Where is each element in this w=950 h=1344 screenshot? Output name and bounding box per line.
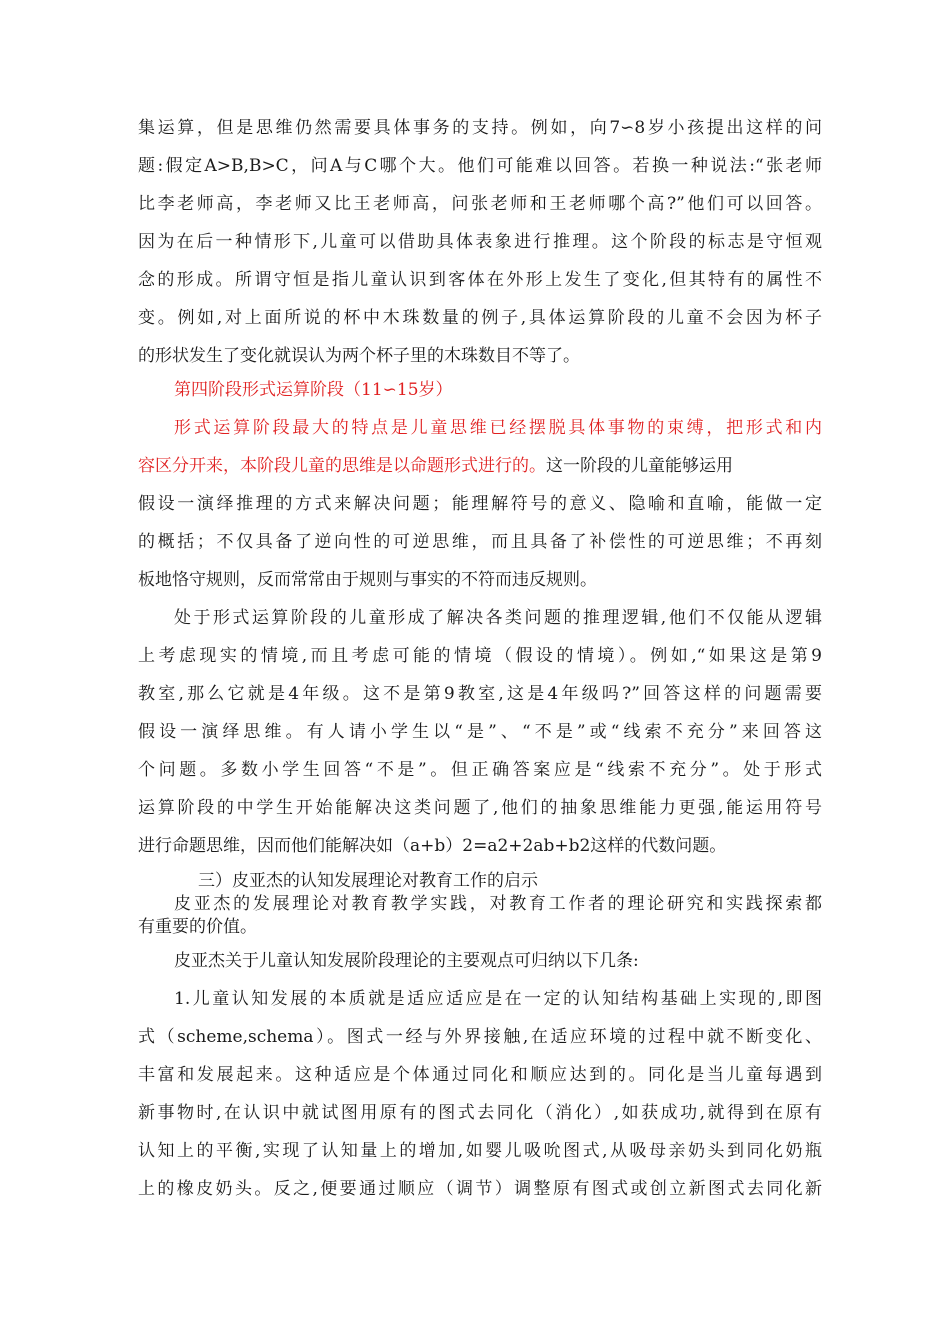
para2-line-2 bbox=[138, 455, 822, 477]
para1-line-6: 变。例如,对上面所说的杯中木珠数量的例子,具体运算阶段的儿童不会因为杯子 bbox=[138, 308, 822, 328]
document-page bbox=[138, 0, 822, 1344]
para6-line-2: 式（scheme,schema）。图式一经与外界接触,在适应环境的过程中就不断变化、 bbox=[138, 1027, 822, 1047]
para1-line-4: 因为在后一种情形下,儿童可以借助具体表象进行推理。这个阶段的标志是守恒观 bbox=[138, 232, 822, 252]
para3-line-4: 假设一演绎思维。有人请小学生以“是”、“不是”或“线索不充分”来回答这 bbox=[138, 722, 822, 742]
para4-line-2: 有重要的价值。 bbox=[138, 917, 257, 937]
para4-line-1: 皮亚杰的发展理论对教育教学实践，对教育工作者的理论研究和实践探索都 bbox=[174, 894, 822, 914]
para3-line-3: 教室,那么它就是4年级。这不是第9教室,这是4年级吗?”回答这样的问题需要 bbox=[138, 684, 822, 704]
para3-line-1: 处于形式运算阶段的儿童形成了解决各类问题的推理逻辑,他们不仅能从逻辑 bbox=[174, 608, 822, 628]
para6-line-5: 认知上的平衡,实现了认知量上的增加,如婴儿吸吮图式,从吸母亲奶头到同化奶瓶 bbox=[138, 1141, 822, 1161]
para6-line-3: 丰富和发展起来。这种适应是个体通过同化和顺应达到的。同化是当儿童每遇到 bbox=[138, 1065, 822, 1085]
para3-line-2: 上考虑现实的情境,而且考虑可能的情境（假设的情境）。例如,“如果这是第9 bbox=[138, 646, 822, 666]
para2-line-3: 假设一演绎推理的方式来解决问题；能理解符号的意义、隐喻和直喻，能做一定 bbox=[138, 494, 822, 514]
para6-line-6: 上的橡皮奶头。反之,便要通过顺应（调节）调整原有图式或创立新图式去同化新 bbox=[138, 1179, 822, 1199]
para3-line-5: 个问题。多数小学生回答“不是”。但正确答案应是“线索不充分”。处于形式 bbox=[138, 760, 822, 780]
para1-line-7: 的形状发生了变化就误认为两个杯子里的木珠数目不等了。 bbox=[138, 346, 580, 366]
para3-line-6: 运算阶段的中学生开始能解决这类问题了,他们的抽象思维能力更强,能运用符号 bbox=[138, 798, 822, 818]
para2-line-5: 板地恪守规则，反而常常由于规则与事实的不符而违反规则。 bbox=[138, 570, 597, 590]
para2-line-2-black: 这一阶段的儿童能够运用 bbox=[546, 456, 733, 476]
para6-line-1: 1.儿童认知发展的本质就是适应适应是在一定的认知结构基础上实现的,即图 bbox=[174, 989, 822, 1009]
stage4-heading: 第四阶段形式运算阶段（11∽15岁） bbox=[174, 380, 453, 400]
section3-heading: 三）皮亚杰的认知发展理论对教育工作的启示 bbox=[198, 871, 538, 891]
para2-line-1: 形式运算阶段最大的特点是儿童思维已经摆脱具体事物的束缚，把形式和内 bbox=[174, 418, 822, 438]
para1-line-3: 比李老师高，李老师又比王老师高，问张老师和王老师哪个高?”他们可以回答。 bbox=[138, 194, 822, 214]
para2-line-4: 的概括；不仅具备了逆向性的可逆思维，而且具备了补偿性的可逆思维；不再刻 bbox=[138, 532, 822, 552]
para1-line-5: 念的形成。所谓守恒是指儿童认识到客体在外形上发生了变化,但其特有的属性不 bbox=[138, 270, 822, 290]
para3-line-7: 进行命题思维，因而他们能解决如（a+b）2=a2+2ab+b2这样的代数问题。 bbox=[138, 836, 727, 856]
para1-line-1: 集运算，但是思维仍然需要具体事务的支持。例如，向7∽8岁小孩提出这样的问 bbox=[138, 118, 822, 138]
para6-line-4: 新事物时,在认识中就试图用原有的图式去同化（消化）,如获成功,就得到在原有 bbox=[138, 1103, 822, 1123]
para5-line-1: 皮亚杰关于儿童认知发展阶段理论的主要观点可归纳以下几条: bbox=[174, 951, 639, 971]
para2-line-2-red: 容区分开来，本阶段儿童的思维是以命题形式进行的。 bbox=[138, 456, 546, 476]
para1-line-2: 题:假定A>B,B>C，问A与C哪个大。他们可能难以回答。若换一种说法:“张老师 bbox=[138, 156, 822, 176]
